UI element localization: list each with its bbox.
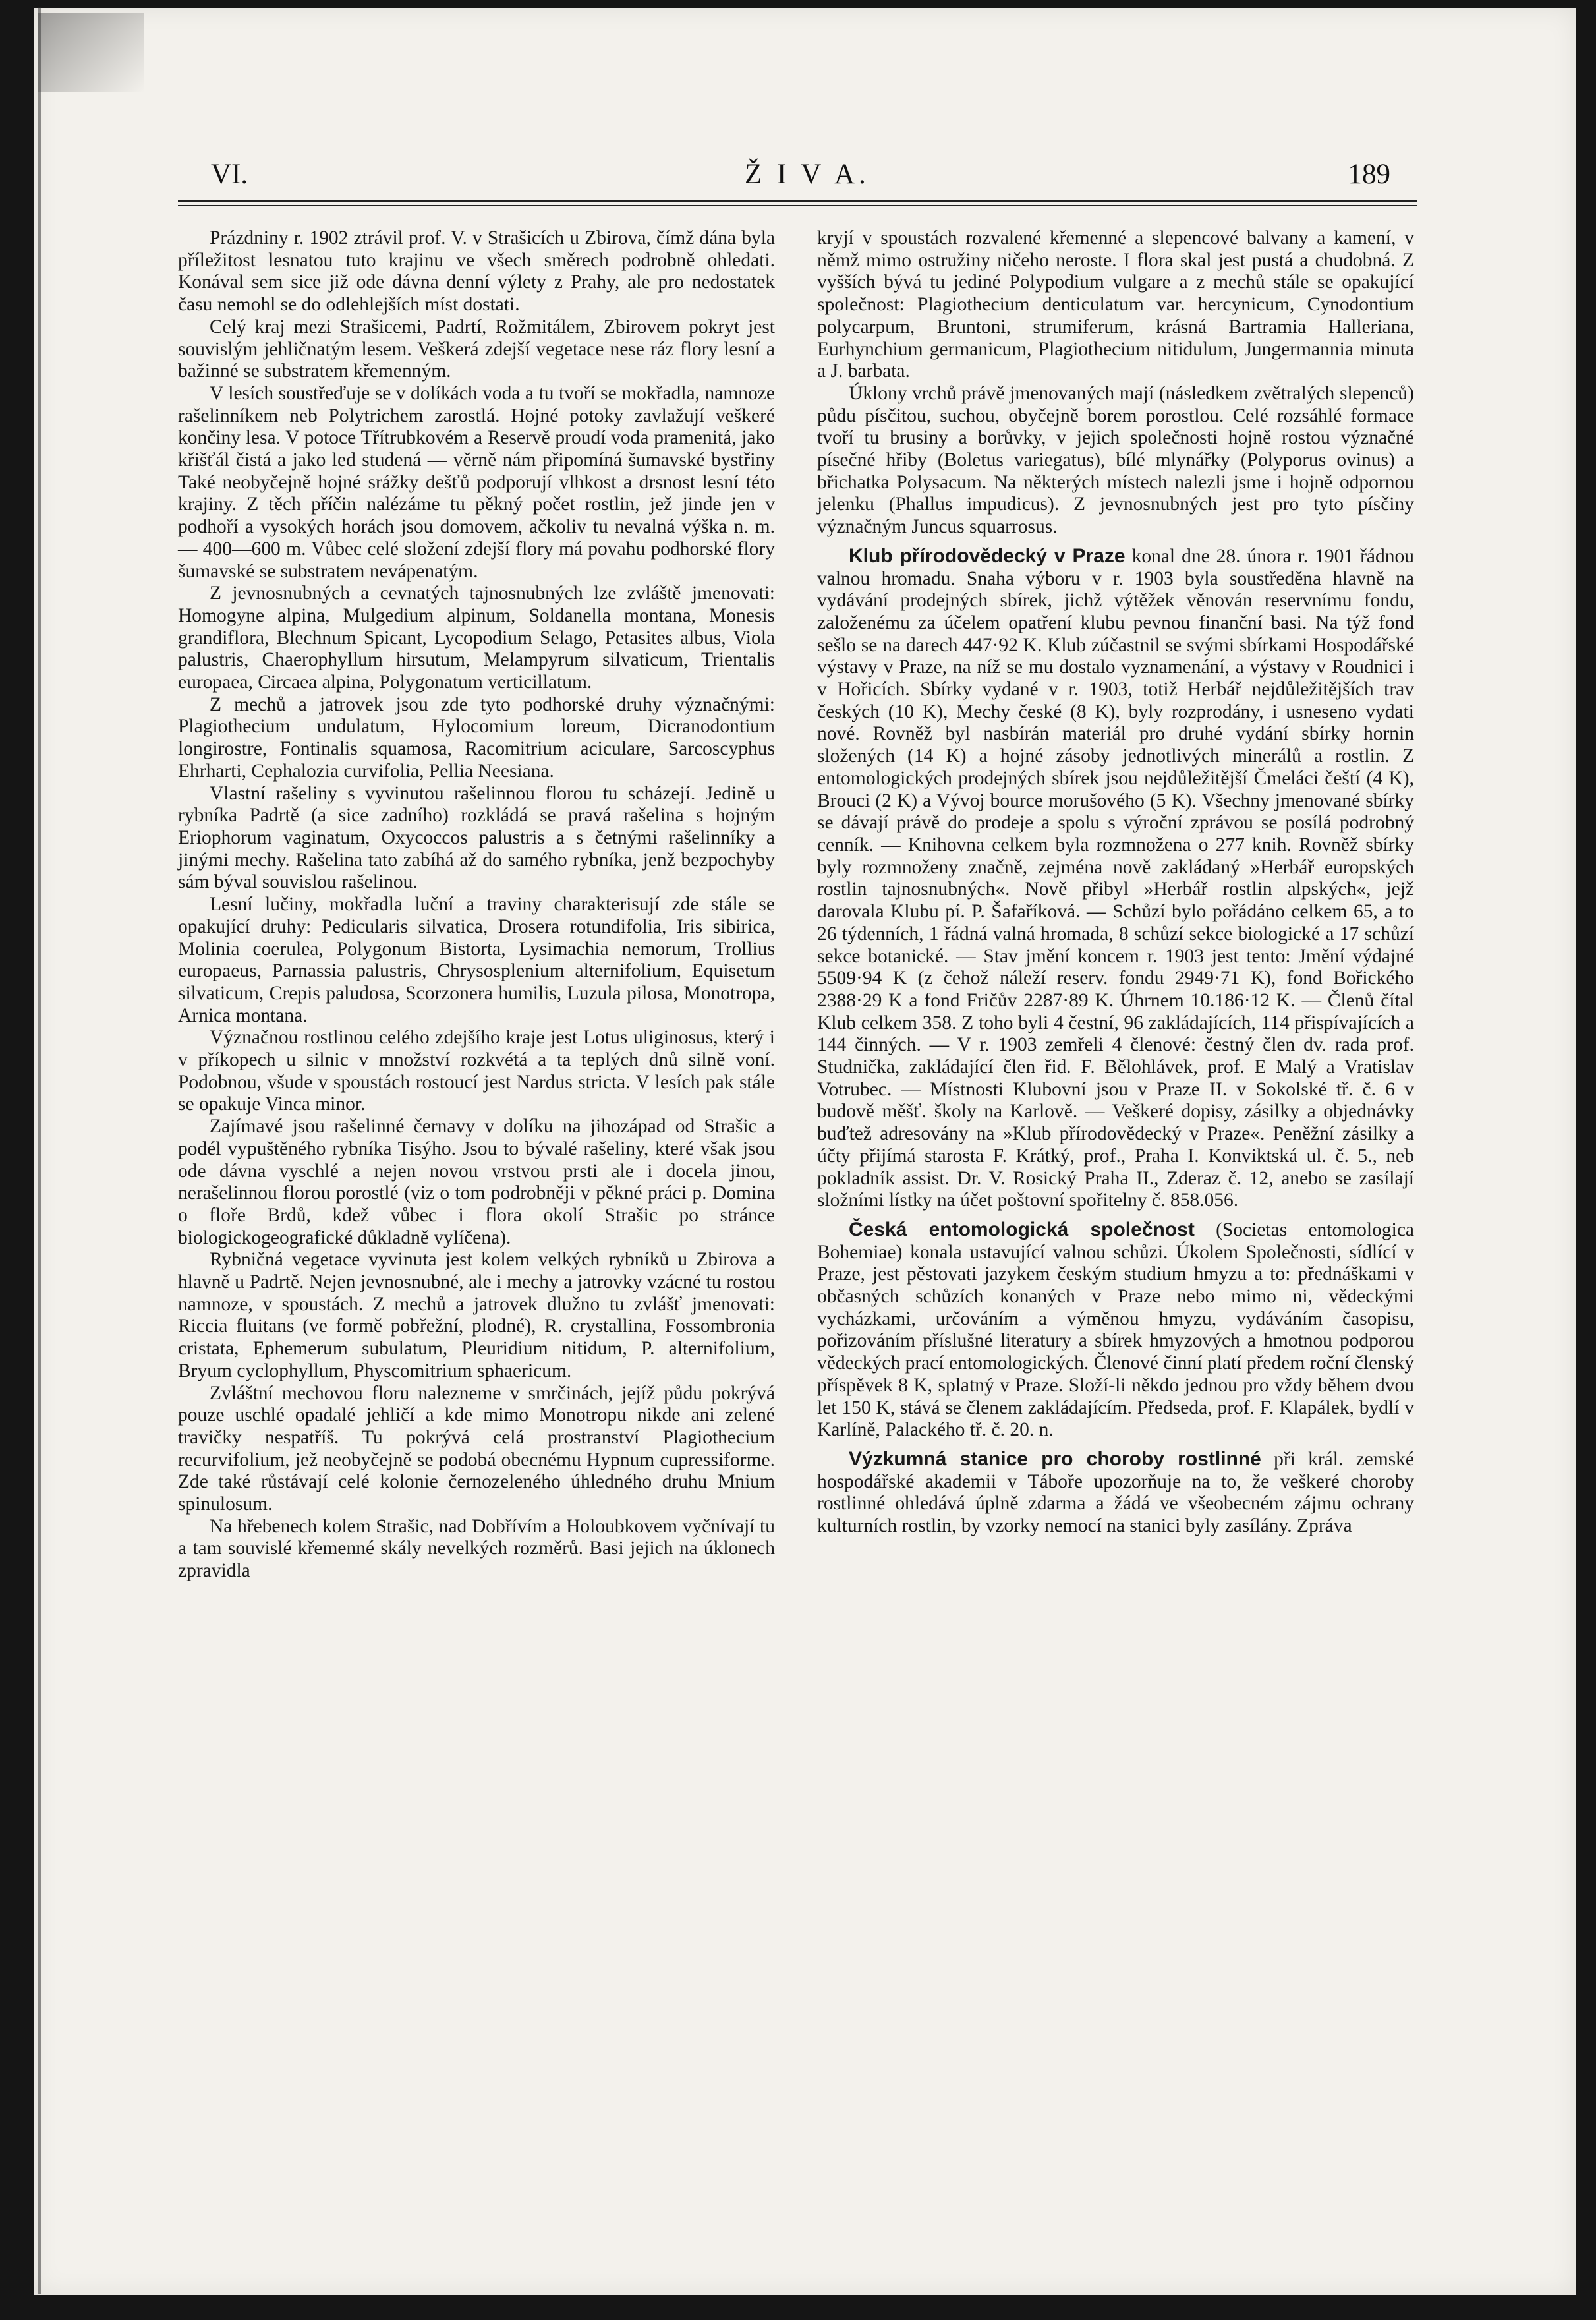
item-text: při král. zemské hospodářské akademii v Táboře upozorňuje na to, že veškeré choroby rostlinné ohledává úplně zdarma a žádá ve všeobecném zájmu ochrany kulturních rostlin, by vzorky nemocí na stanici byly zasílány. Zpráva — [817, 1448, 1415, 1537]
item-heading: Česká entomologická společnost — [849, 1218, 1195, 1240]
news-item-club — [817, 545, 1414, 1212]
paragraph-text: Úklony vrchů právě jmenovaných mají (následkem zvětralých slepenců) půdu písčitou, suchou, obyčejně borem porostlou. Celé rozsáhlé formace tvoří tu brusiny a borůvky, v jejich společnosti hojně rostou význačné písečné hřiby (Boletus variegatus), bílé mlynářky (Polyporus ovinus) a břichatka Polysacum. Na některých místech nalezli jsme i hojně odpornou jelenku (Phallus impudicus). Z jevnosnubných jest pro tyto písčiny význačným Juncus squarrosus. — [817, 382, 1414, 538]
item-heading: Výzkumná stanice pro choroby rostlinné — [849, 1447, 1261, 1470]
item-text: (Societas entomologica Bohemiae) konala ustavující valnou schůzi. Úkolem Společnosti, sídlící v Praze, jest pěstovati jazykem českým studium hmyzu a to: přednáškami v občasných schůzích konaných v Praze nebo mimo ni, vědeckými vycházkami, určováním a výměnou hmyzu, vydáváním časopisu, pořizováním příslušné literatury a sbírek hmyzových a hmotnou podporou vědeckých prací entomologických. Členové činní platí předem roční členský příspěvek 8 K, splatný v Praze. Složí-li někdo jednou pro vždy během dvou let 150 K, stává se členem zakládajícím. Předseda, prof. F. Klapálek, bydlí v Karlíně, Palackého tř. č. 20. n. — [817, 1219, 1415, 1441]
news-item-entomology — [817, 1219, 1414, 1441]
paragraph: Celý kraj mezi Strašicemi, Padrtí, Rožmitálem, Zbirovem pokryt jest souvislým jehličnatým lesem. Veškerá zdejší vegetace nese ráz flory lesní a bažinné se substratem křemenným. — [178, 316, 775, 382]
paragraph: Zvláštní mechovou floru nalezneme v smrčinách, jejíž půdu pokrývá pouze uschlé opadalé jehličí a kde mimo Monotropu nikde ani zelené travičky nespatříš. Tu pokrývá celá prostranství Plagiothecium recurvifolium, jež neobyčejně se podobá obecnému Hypnum cupressiforme. Zde také růstávají celé kolonie černozeleného úhledného druhu Mnium spinulosum. — [178, 1382, 775, 1515]
paragraph: Význačnou rostlinou celého zdejšího kraje jest Lotus uliginosus, který i v příkopech u silnic v množství rozkvétá a ta teplých dnů silně voní. Podobnou, všude v spoustách rostoucí jest Nardus stricta. V lesích pak stále se opakuje Vinca minor. — [178, 1027, 775, 1115]
left-column — [178, 227, 775, 1582]
page-number: 189 — [1348, 159, 1390, 190]
paragraph: Z mechů a jatrovek jsou zde tyto podhorské druhy význačnými: Plagiothecium undulatum, Hylocomium loreum, Dicranodontium longirostre, Fontinalis squamosa, Racomitrium aciculare, Sarcoscyphus Ehrharti, Cephalozia curvifolia, Pellia Neesiana. — [178, 693, 775, 782]
right-column — [817, 227, 1414, 1538]
paragraph: Zajímavé jsou rašelinné černavy v dolíku na jihozápad od Strašic a podél vypuštěného rybníka Tisýho. Jsou to bývalé rašeliny, které však jsou ode dávna vyschlé a nejen novou vrstvou prsti ale i docela jinou, nerašelinnou florou porostlé (viz o tom podrobněji v pěkné práci p. Domina o floře Brdů, kdež vůbec i flora okolí Strašic po stránce biologickogeografické důkladně vylíčena). — [178, 1116, 775, 1248]
paragraph: Na hřebenech kolem Strašic, nad Dobřívím a Holoubkovem vyčnívají tu a tam souvislé křemenné skály nevelkých rozměrů. Basi jejich na úklonech zpravidla — [178, 1515, 775, 1582]
paragraph: Vlastní rašeliny s vyvinutou rašelinnou florou tu scházejí. Jedině u rybníka Padrtě (a sice zadního) rozkládá se pravá rašelina s hojným Eriophorum vaginatum, Oxycoccos palustris a s četnými rašelinníky a jinými mechy. Rašelina tato zabíhá až do samého rybníka, jenž bezpochyby sám býval souvislou rašelinou. — [178, 782, 775, 893]
paragraph: V lesích soustřeďuje se v dolíkách voda a tu tvoří se mokřadla, namnoze rašelinníkem neb Polytrichem zarostlá. Hojné potoky zavlažují veškeré končiny lesa. V potoce Třítrubkovém a Reservě proudí voda pramenitá, jako křišťál čistá a jako led studená — věrně nám připomíná šumavské bystřiny Také neobyčejně hojné srážky dešťů podporují vlhkost a drsnost lesní této krajiny. Z těch příčin nalézáme tu pěkný počet rostlin, jež jinde jen v podhoří a vysokých horách jsou domovem, ačkoliv tu nevalná výška n. m. — 400—600 m. Vůbec celé složení zdejší flory má povahu podhorské flory šumavské se substratem nevápenatým. — [178, 382, 775, 582]
volume-number: VI. — [211, 159, 248, 190]
page-header — [178, 158, 1417, 198]
item-text: konal dne 28. února r. 1901 řádnou valnou hromadu. Snaha výboru v r. 1903 byla soustředěna hlavně na vydávání prodejných sbírek, jichž výtěžek věnován reservnímu fondu, založenému za účelem opatření klubu pevnou finanční basi. Na týž fond sešlo se na darech 447·92 K. Klub zúčastnil se svými sbírkami Hospodářské výstavy v Praze, na níž se mu dostalo vyznamenání, a výstavy v Roudnici i v Hořicích. Sbírky vydané v r. 1903, totiž Herbář nejdůležitějších trav českých (10 K), Mechy české (8 K), byly rozprodány, i usneseno vydati nové. Rovněž byl nasbírán materiál pro druhé vydání sbírky hornin složených (14 K) a hojné zásoby jednotlivých minerálů a rostlin. Z entomologických prodejných sbírek jsou nejdůležitější Čmeláci čeští (4 K), Brouci (2 K) a Vývoj bource morušového (5 K). Všechny jmenované sbírky se dávají právě do prodeje a spolu s výroční zprávou se posílá podrobný cenník. — Knihovna celkem byla rozmnožena o 277 knih. Rovněž sbírky byly rozmnoženy značně, zejména nově zakládaný »Herbář europských rostlin tajnosnubných«. Nově přibyl »Herbář rostlin alpských«, jejž darovala Klubu pí. P. Šafaříková. — Schůzí bylo pořádáno celkem 65, a to 26 týdenních, 1 řádná valná hromada, 8 schůzí sekce biologické a 17 schůzí sekce botanické. — Stav jmění koncem r. 1903 jest tento: Jmění výdajné 5509·94 K (z čehož náleží reserv. fondu 2949·71 K), fond Bořického 2388·29 K a fond Fričův 2287·89 K. Úhrnem 10.186·12 K. — Členů čítal Klub celkem 358. Z toho byli 4 čestní, 96 zakládajících, 114 přispívajících a 144 činných. — V r. 1903 zemřeli 4 členové: čestný člen dv. rada prof. Studnička, zakládající člen řid. F. Bělohlávek, prof. E Malý a Vratislav Votrubec. — Místnosti Klubovní jsou v Praze II. v Sokolské tř. č. 6 v budově měšť. školy na Karlově. — Veškeré dopisy, zásilky a objednávky buďtež adresovány na »Klub přírodovědecký v Praze«. Peněžní zásilky a účty přijímá starosta F. Krátký, prof., Praha I. Konviktská ul. č. 5., neb pokladník assist. Dr. V. Rosický Praha II., Zderaz č. 12, anebo se zasílají složními lístky na účet poštovní spořitelny č. 858.056. — [817, 545, 1415, 1211]
header-rule-thick — [178, 200, 1417, 202]
paragraph — [817, 227, 1414, 383]
paragraph-text: kryjí v spoustách rozvalené křemenné a slepencové balvany a kamení, v němž mimo ostružiny ničeho neroste. I flora skal jest pustá a chudobná. Z vyšších bývá tu jediné Polypodium vulgare a z mechů stále se opakující společnost: Plagiothecium denticulatum var. hercynicum, Cynodontium polycarpum, Bruntoni, strumiferum, krásná Bartramia Halleriana, Eurhynchium germanicum, Plagiothecium nitidulum, Jungermannia minuta a J. barbata. — [817, 227, 1414, 382]
paragraph: Z jevnosnubných a cevnatých tajnosnubných lze zvláště jmenovati: Homogyne alpina, Mulgedium alpinum, Soldanella montana, Monesis grandiflora, Blechnum Spicant, Lycopodium Selago, Petasites albus, Viola palustris, Chaerophyllum hirsutum, Melampyrum silvaticum, Trientalis europaea, Circaea alpina, Polygonatum verticillatum. — [178, 583, 775, 693]
paragraph: Lesní lučiny, mokřadla luční a traviny charakterisují zde stále se opakující druhy: Pedicularis silvatica, Drosera rotundifolia, Iris sibirica, Molinia coerulea, Polygonum Bistorta, Lysimachia nemorum, Trollius europaeus, Parnassia palustris, Chrysosplenium alternifolium, Equisetum silvaticum, Crepis paludosa, Scorzonera humilis, Luzula pilosa, Monotropa, Arnica montana. — [178, 894, 775, 1026]
paragraph — [817, 383, 1414, 538]
paragraph: Prázdniny r. 1902 ztrávil prof. V. v Strašicích u Zbirova, čímž dána byla příležitost lesnatou tuto krajinu ve všech směrech podrobně ohledati. Konával sem sice již ode dávna denní výlety z Prahy, ale pro nedostatek času nemohl se do odlehlejších míst dostati. — [178, 227, 775, 316]
corner-stain — [38, 13, 144, 92]
header-rule-thin — [178, 205, 1417, 206]
item-heading: Klub přírodovědecký v Praze — [849, 544, 1126, 567]
journal-title: Ž I V A. — [745, 159, 870, 190]
binding-edge — [38, 7, 41, 2294]
paragraph: Rybničná vegetace vyvinuta jest kolem velkých rybníků u Zbirova a hlavně u Padrtě. Nejen jevnosnubné, ale i mechy a jatrovky vzácné tu rostou namnoze, v spoustách. Z mechů a jatrovek dlužno tu zvlášť jmenovati: Riccia fluitans (ve formě pobřežní, plodné), R. crystallina, Fossombronia cristata, Ephemerum subulatum, Pleuridium nitidum, P. alternifolium, Bryum cyclophyllum, Physcomitrium sphaericum. — [178, 1249, 775, 1381]
news-item-research-station — [817, 1448, 1414, 1538]
